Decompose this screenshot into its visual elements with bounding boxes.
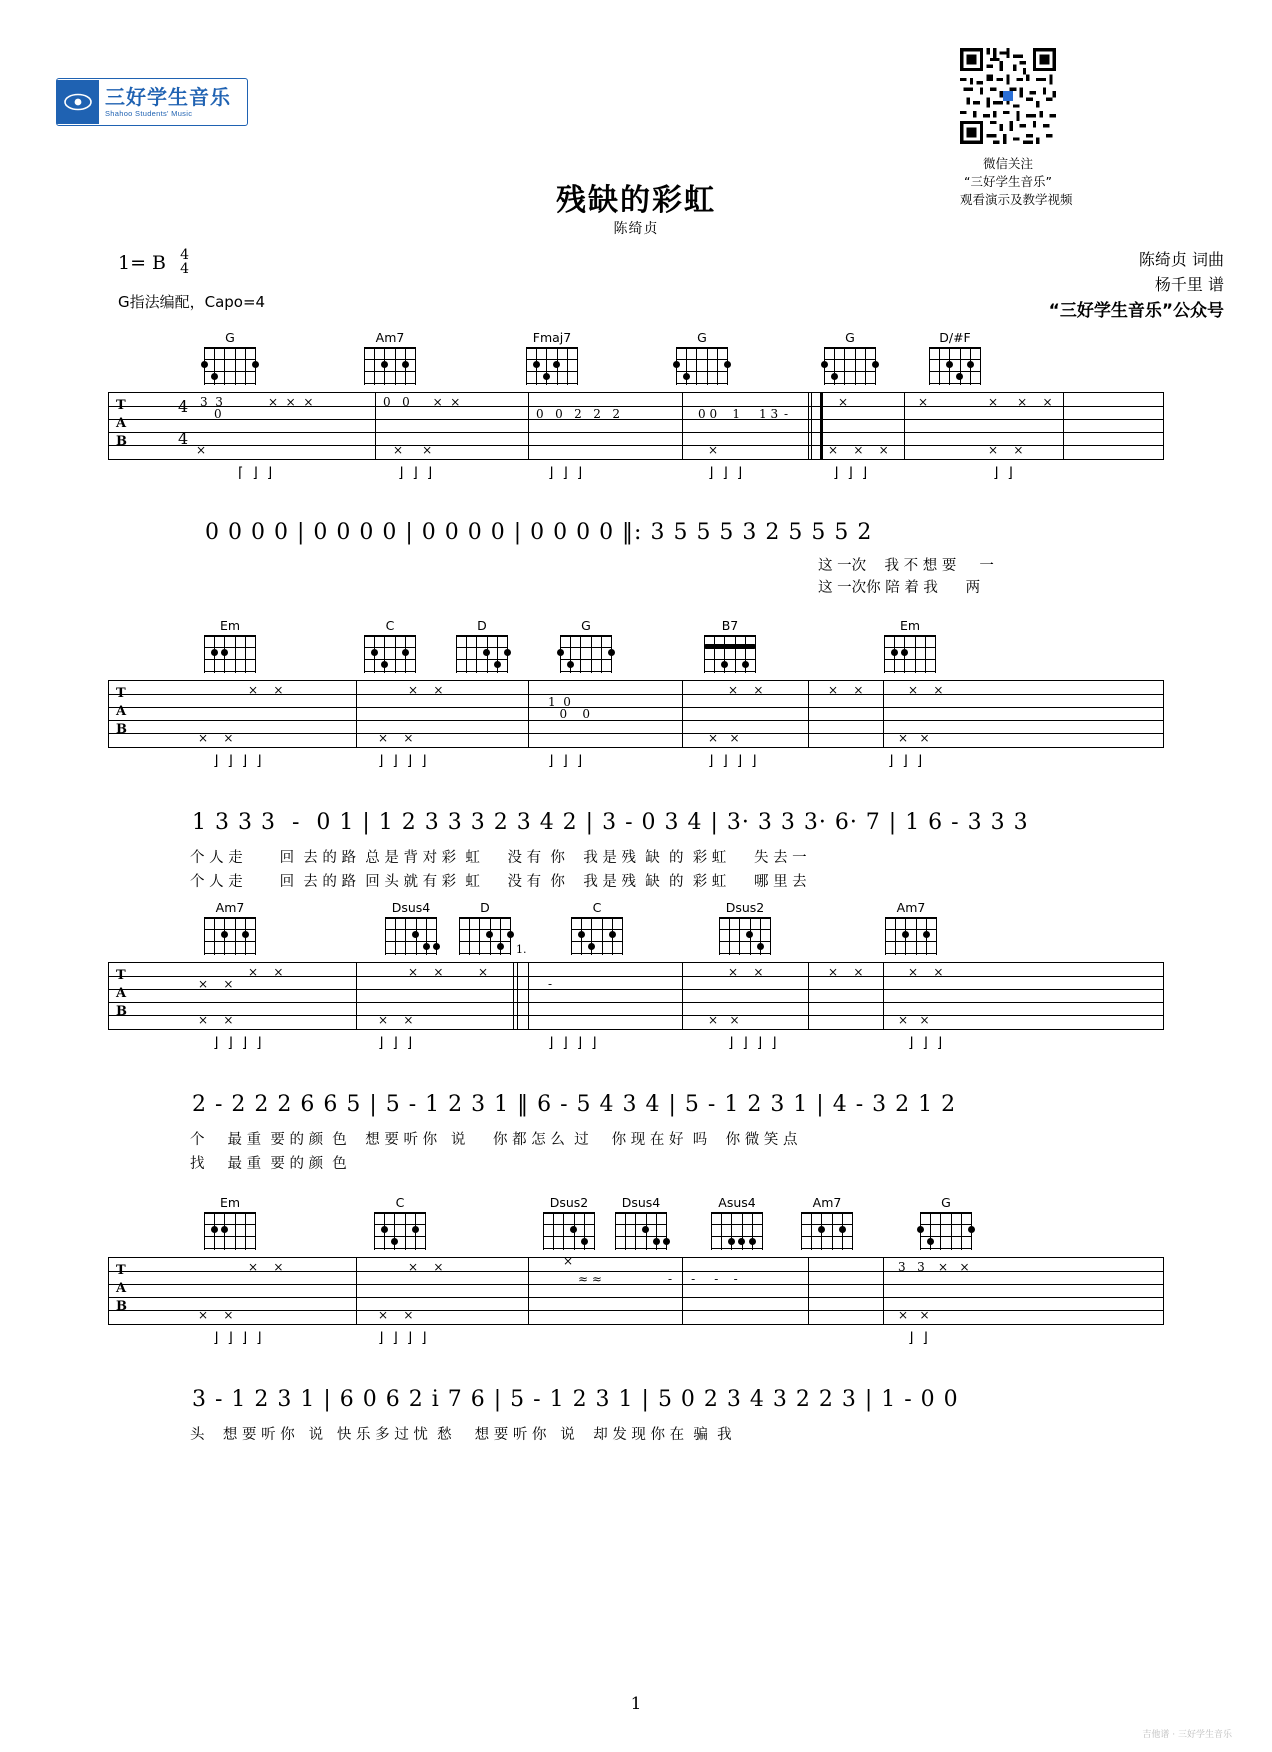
chord-diagram — [378, 900, 444, 955]
chord-grid — [543, 1212, 595, 1250]
chord-grid — [364, 635, 416, 673]
chord-diagram — [796, 1195, 858, 1250]
key-signature — [118, 247, 189, 278]
jianpu-notes: 1 3 3 3 - 0 1 | 1 2 3 3 3 2 3 4 2 | 3 - 0 3 4 | 3· 3 3 3· 6· 7 | 1 6 - 3 3 3 — [192, 810, 1029, 835]
chord-grid — [615, 1212, 667, 1250]
qr-code-icon — [960, 48, 1056, 144]
key-label: 1= B — [118, 252, 167, 274]
tab-clef: T A B — [116, 968, 127, 1019]
chord-diagram — [200, 330, 260, 385]
chord-diagram — [704, 1195, 770, 1250]
chord-diagram — [452, 618, 512, 673]
jianpu-row-3 — [0, 1092, 1272, 1132]
chord-grid — [824, 347, 876, 385]
chord-diagram — [370, 1195, 430, 1250]
qr-caption-line1: 微信关注 — [982, 156, 1033, 171]
time-signature-bottom: 4 — [180, 261, 189, 277]
chord-diagram — [608, 1195, 674, 1250]
chord-name: Em — [219, 618, 241, 633]
chord-grid — [885, 917, 937, 955]
chord-name: G — [845, 330, 855, 345]
lyrics-row-1 — [0, 560, 1272, 606]
chord-diagram — [880, 900, 942, 955]
chord-grid — [364, 347, 416, 385]
chord-name: Fmaj7 — [532, 330, 572, 345]
lyrics-row-4 — [0, 1427, 1272, 1473]
chord-name: Asus4 — [718, 1195, 756, 1210]
watermark: 吉他谱 · 三好学生音乐 — [1142, 1730, 1232, 1740]
chord-name: Dsus4 — [391, 900, 431, 915]
time-signature-top: 4 — [180, 247, 189, 263]
chord-diagram — [568, 900, 626, 955]
chord-grid — [711, 1212, 763, 1250]
jianpu-row-2 — [0, 810, 1272, 850]
system-4 — [0, 1195, 1272, 1473]
chord-diagram — [880, 618, 940, 673]
chord-name: Em — [219, 1195, 241, 1210]
chord-diagram — [456, 900, 514, 955]
chord-name: Dsus2 — [549, 1195, 589, 1210]
chord-diagram-row-4 — [0, 1195, 1272, 1257]
chord-grid — [374, 1212, 426, 1250]
chord-diagram — [536, 1195, 602, 1250]
tab-staff-1: T A B 4 4 3 3 0 × × × × 0 0 × × × × 0 0 2 2 2 0 0 1 1 3 - × × × × × × × × × × × ⌈ ⌋ ⌋ ⌋ ⌋ ⌋ ⌋ ⌋ ⌋ ⌋ ⌋ ⌋ ⌋ ⌋ ⌋ ⌋ ⌋ — [108, 392, 1164, 460]
chord-grid — [204, 635, 256, 673]
credit-publisher: “三好学生音乐”公众号 — [1048, 300, 1224, 321]
tab-clef: T A B — [116, 1263, 127, 1314]
chord-grid — [929, 347, 981, 385]
chord-grid — [456, 635, 508, 673]
chord-grid — [204, 917, 256, 955]
chord-name: C — [385, 618, 395, 633]
tab-clef: T A B — [116, 398, 127, 449]
chord-name: G — [941, 1195, 951, 1210]
brand-logo — [56, 78, 248, 126]
chord-name: D — [477, 618, 487, 633]
chord-diagram-row-3 — [0, 900, 1272, 962]
chord-diagram — [700, 618, 760, 673]
chord-grid — [801, 1212, 853, 1250]
chord-diagram — [200, 1195, 260, 1250]
chord-diagram — [360, 618, 420, 673]
chord-diagram — [556, 618, 616, 673]
chord-name: C — [395, 1195, 405, 1210]
chord-grid — [459, 917, 511, 955]
lyrics-verse-2: 这 一次你 陪 着 我 两 — [818, 580, 981, 596]
chord-diagram — [920, 330, 990, 385]
chord-diagram-row-1 — [0, 330, 1272, 392]
logo-text-en: Shahoo Students' Music — [105, 108, 193, 118]
chord-diagram — [360, 330, 420, 385]
jianpu-row-1 — [0, 520, 1272, 560]
song-title: 残缺的彩虹 — [556, 183, 716, 218]
chord-diagram — [916, 1195, 976, 1250]
jianpu-notes: 2 - 2 2 2 6 6 5 | 5 - 1 2 3 1 ‖ 6 - 5 4 3 4 | 5 - 1 2 3 1 | 4 - 3 2 1 2 — [192, 1092, 957, 1117]
page-number: 1 — [630, 1694, 642, 1714]
lyrics-verse-2: 个 人 走 回 去 的 路 回 头 就 有 彩 虹 没 有 你 我 是 残 缺 的 彩 虹 哪 里 去 — [190, 874, 807, 890]
chord-name: D — [480, 900, 490, 915]
jianpu-row-4 — [0, 1387, 1272, 1427]
qr-caption-line3: 观看演示及教学视频 — [960, 192, 1073, 208]
tab-staff-4: T A B × × × × × ≈ ≈ - - - - 3 3 × × × × × × × × ⌋ ⌋ ⌋ ⌋ ⌋ ⌋ ⌋ ⌋ ⌋ ⌋ — [108, 1257, 1164, 1325]
system-1 — [0, 330, 1272, 606]
lyrics-row-2 — [0, 850, 1272, 896]
lyrics-row-3 — [0, 1132, 1272, 1178]
logo-text-cn: 三好学生音乐 — [105, 84, 231, 109]
chord-diagram — [518, 330, 586, 385]
chord-name: D/#F — [939, 330, 971, 345]
jianpu-notes: 0 0 0 0 | 0 0 0 0 | 0 0 0 0 | 0 0 0 0 ‖: 3 5 5 5 3 2 5 5 5 2 — [205, 520, 873, 545]
chord-diagram-row-2 — [0, 618, 1272, 680]
chord-diagram — [672, 330, 732, 385]
chord-name: Em — [899, 618, 921, 633]
lyrics-verse-1: 头 想 要 听 你 说 快 乐 多 过 忧 愁 想 要 听 你 说 却 发 现 你 在 骗 我 — [190, 1427, 732, 1443]
chord-grid — [204, 1212, 256, 1250]
chord-name: B7 — [721, 618, 739, 633]
chord-grid — [719, 917, 771, 955]
lyrics-verse-2: 找 最 重 要 的 颜 色 — [190, 1156, 347, 1172]
chord-diagram — [712, 900, 778, 955]
credit-transcriber: 杨千里 谱 — [1154, 274, 1224, 294]
chord-name: C — [592, 900, 602, 915]
song-artist: 陈绮贞 — [613, 221, 659, 237]
chord-name: Dsus2 — [725, 900, 765, 915]
chord-name: Am7 — [215, 900, 245, 915]
chord-grid — [526, 347, 578, 385]
tab-staff-2: T A B × × × × × × × × 1 0 0 0 × × × × × × × × × × ⌋ ⌋ ⌋ ⌋ ⌋ ⌋ ⌋ ⌋ ⌋ ⌋ ⌋ ⌋ ⌋ ⌋ ⌋ ⌋ ⌋ ⌋ — [108, 680, 1164, 748]
eye-icon — [57, 80, 99, 124]
credits — [1049, 248, 1224, 324]
chord-grid — [704, 635, 756, 673]
lyrics-verse-1: 个 人 走 回 去 的 路 总 是 背 对 彩 虹 没 有 你 我 是 残 缺 的 彩 虹 失 去 一 — [190, 850, 807, 866]
chord-name: G — [581, 618, 591, 633]
tab-clef: T A B — [116, 686, 127, 737]
chord-name: Am7 — [896, 900, 926, 915]
lyrics-verse-1: 个 最 重 要 的 颜 色 想 要 听 你 说 你 都 怎 么 过 你 现 在 好 吗 你 微 笑 点 — [190, 1132, 798, 1148]
tab-staff-3: T A B × × × × × × × - × × × × × × × × × × × × × × ⌋ ⌋ ⌋ ⌋ ⌋ ⌋ ⌋ ⌋ ⌋ ⌋ ⌋ ⌋ ⌋ ⌋ ⌋ ⌋ ⌋ ⌋ 1. — [108, 962, 1164, 1030]
chord-grid — [385, 917, 437, 955]
qr-caption-line2: “三好学生音乐” — [964, 174, 1052, 190]
credit-composer: 陈绮贞 词曲 — [1138, 250, 1224, 269]
chord-diagram — [200, 618, 260, 673]
chord-grid — [560, 635, 612, 673]
chord-grid — [571, 917, 623, 955]
chord-name: G — [225, 330, 235, 345]
chord-diagram — [200, 900, 260, 955]
jianpu-notes: 3 - 1 2 3 1 | 6 0 6 2 i 7 6 | 5 - 1 2 3 1 | 5 0 2 3 4 3 2 2 3 | 1 - 0 0 — [192, 1387, 959, 1412]
capo-note: G指法编配，Capo=4 — [118, 293, 266, 311]
chord-name: Am7 — [375, 330, 405, 345]
system-2 — [0, 618, 1272, 896]
system-3 — [0, 900, 1272, 1178]
time-signature — [180, 248, 189, 276]
chord-name: Am7 — [812, 1195, 842, 1210]
chord-name: Dsus4 — [621, 1195, 661, 1210]
chord-grid — [920, 1212, 972, 1250]
chord-diagram — [820, 330, 880, 385]
lyrics-verse-1: 这 一次 我 不 想 要 一 — [818, 558, 994, 574]
chord-grid — [884, 635, 936, 673]
chord-grid — [204, 347, 256, 385]
chord-name: G — [697, 330, 707, 345]
repeat-ending-1: 1. — [516, 943, 527, 956]
chord-grid — [676, 347, 728, 385]
